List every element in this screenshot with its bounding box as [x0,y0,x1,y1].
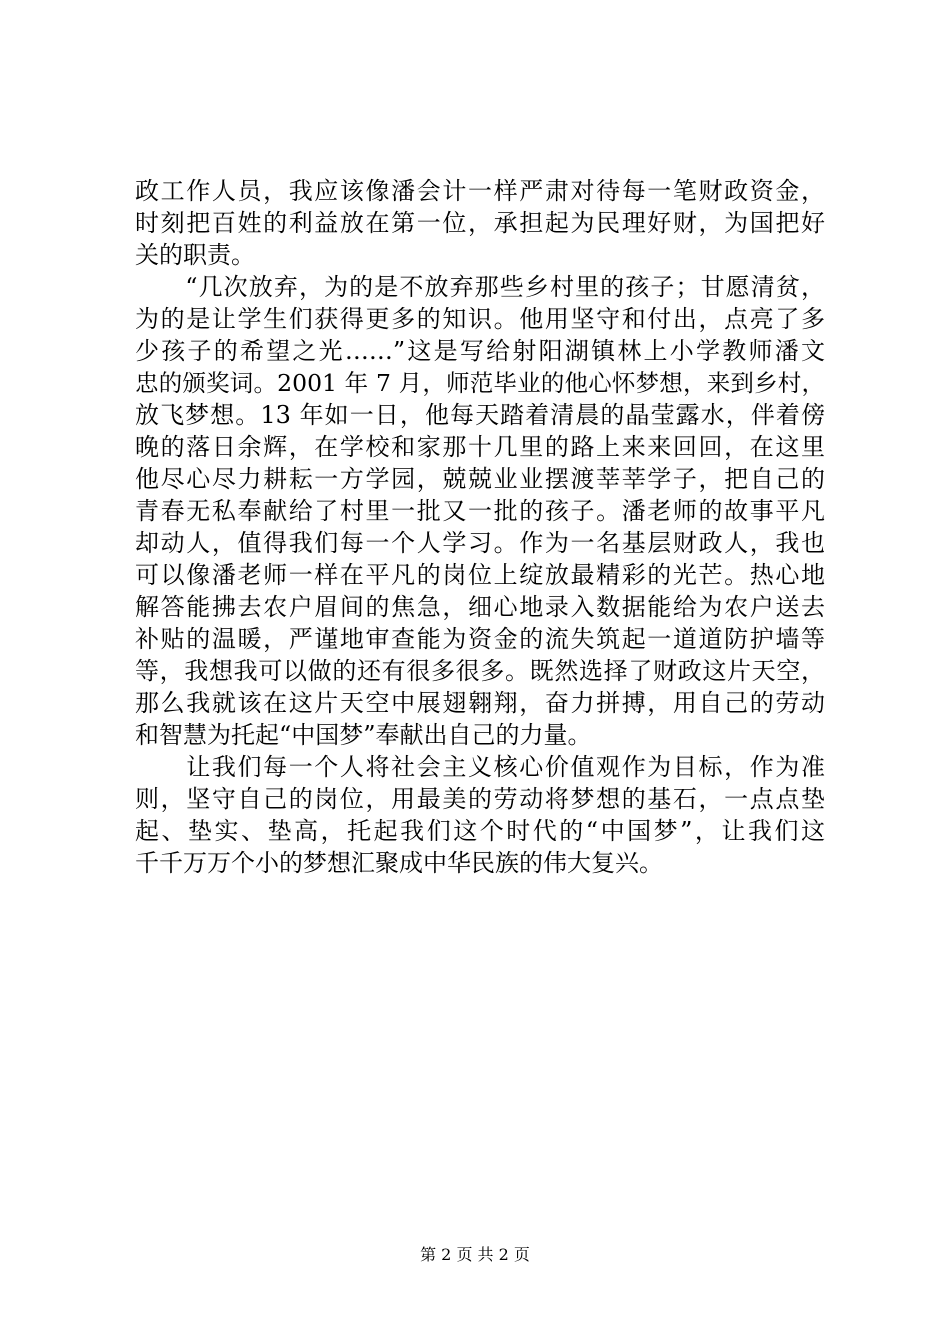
text-line: 那么我就该在这片天空中展翅翱翔，奋力拼搏，用自己的劳动 [135,689,825,717]
text-line: 放飞梦想。13 年如一日，他每天踏着清晨的晶莹露水，伴着傍 [135,401,825,429]
text-line: 为的是让学生们获得更多的知识。他用坚守和付出，点亮了多 [135,305,825,333]
text-line: 少孩子的希望之光……”这是写给射阳湖镇林上小学教师潘文 [135,337,825,365]
text-line: 让我们每一个人将社会主义核心价值观作为目标，作为准 [135,753,825,781]
text-line: 晚的落日余辉，在学校和家那十几里的路上来来回回，在这里 [135,433,825,461]
text-line: 补贴的温暖，严谨地审查能为资金的流失筑起一道道防护墙等 [135,625,825,653]
page-number: 第 2 页 共 2 页 [420,1245,530,1264]
text-line: 解答能拂去农户眉间的焦急，细心地录入数据能给为农户送去 [135,593,825,621]
text-line: 可以像潘老师一样在平凡的岗位上绽放最精彩的光芒。热心地 [135,561,825,589]
text-line: 忠的颁奖词。2001 年 7 月，师范毕业的他心怀梦想，来到乡村， [135,369,825,397]
text-line: 却动人，值得我们每一个人学习。作为一名基层财政人，我也 [135,529,825,557]
document-body [135,175,825,879]
text-line: 千千万万个小的梦想汇聚成中华民族的伟大复兴。 [135,849,663,877]
text-line: 则，坚守自己的岗位，用最美的劳动将梦想的基石，一点点垫 [135,785,825,813]
text-line: 政工作人员，我应该像潘会计一样严肃对待每一笔财政资金， [135,177,825,205]
text-line: 关的职责。 [135,241,255,269]
text-line: “几次放弃，为的是不放弃那些乡村里的孩子；甘愿清贫， [135,273,825,301]
text-line: 和智慧为托起“中国梦”奉献出自己的力量。 [135,721,592,749]
text-line: 等，我想我可以做的还有很多很多。既然选择了财政这片天空， [135,657,825,685]
text-line: 时刻把百姓的利益放在第一位，承担起为民理好财，为国把好 [135,209,825,237]
text-line: 他尽心尽力耕耘一方学园，兢兢业业摆渡莘莘学子，把自己的 [135,465,825,493]
text-line: 青春无私奉献给了村里一批又一批的孩子。潘老师的故事平凡 [135,497,825,525]
text-line: 起、垫实、垫高，托起我们这个时代的“中国梦”，让我们这 [135,817,825,845]
